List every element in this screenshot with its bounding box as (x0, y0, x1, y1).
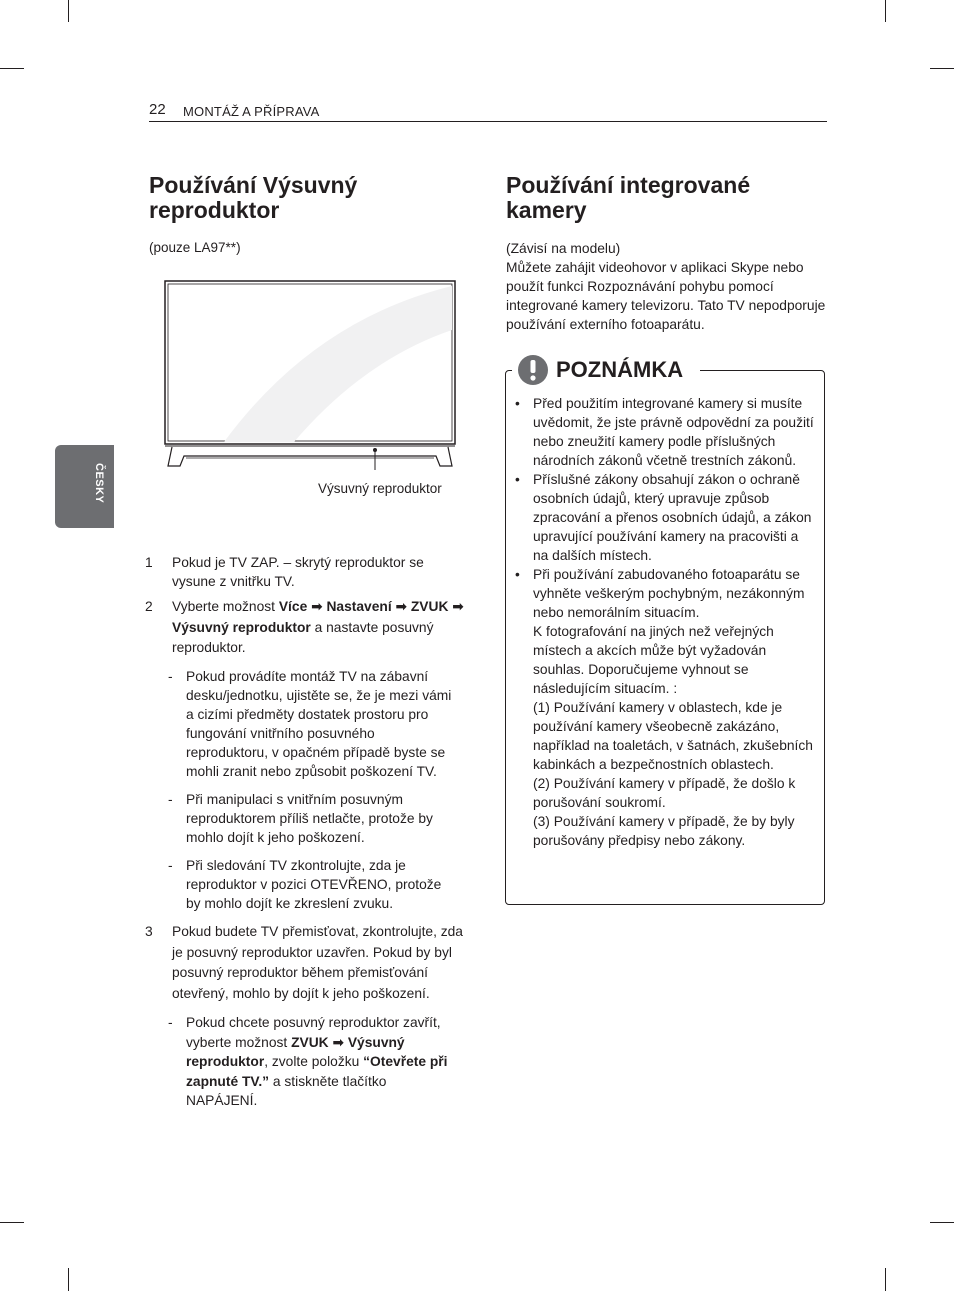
bullet: • (515, 472, 520, 487)
menu-path: Více ➡ Nastavení ➡ ZVUK ➡ Výsuvný reproduktor (172, 599, 464, 635)
step-text-part: a nastavte posuvný reproduktor. (172, 619, 434, 655)
tv-illustration (164, 280, 456, 470)
list-item (512, 470, 817, 565)
option-name: “Otevřete při zapnuté TV.” (186, 1054, 448, 1089)
step-number: 1 (145, 555, 153, 570)
language-tab-label: ČESKY (93, 463, 105, 504)
note-text: Pokud provádíte montáž TV na zábavní desku/jednotku, ujistěte se, že je mezi vámi a cizími předměty dostatek prostoru pro fungování vnitřního posuvného reproduktoru, v opačném případě byste se mohli zranit nebo způsobit poškození TV. (186, 669, 452, 779)
note-text-part: Pokud chcete posuvný reproduktor zavřít, vyberte možnost (186, 1015, 441, 1050)
bullet: • (515, 567, 520, 582)
crop-mark (68, 0, 69, 22)
dash: - (168, 669, 173, 684)
note-text-part: , zvolte položku (264, 1054, 364, 1069)
step-3-note (168, 1013, 458, 1111)
right-heading: Používání integrované kamery (506, 172, 751, 223)
model-note: (pouze LA97**) (149, 240, 241, 255)
step-text: Pokud je TV ZAP. – skrytý reproduktor se vysune z vnitřku TV. (172, 555, 424, 589)
image-caption: Výsuvný reproduktor (318, 481, 442, 496)
step-3 (145, 922, 467, 1004)
note-list (512, 394, 817, 850)
list-item-text: Příslušné zákony obsahují zákon o ochraně osobních údajů, který upravuje způsob zpracování a přenos osobních údajů, a zákon upravující používání kamery na pracovišti a na dalších místech. (533, 472, 812, 563)
list-item-text: (1) Používání kamery v oblastech, kde je používání kamery všeobecně zakázáno, například na toaletách, v šatnách, zkušebních kabinkách a bezpečnostních oblastech. (533, 700, 813, 772)
list-item-text: Při používání zabudovaného fotoaparátu se vyhněte veškerým pochybným, nezákonným nebo nemorálním situacím. (533, 567, 805, 620)
note-text-part: a stiskněte tlačítko NAPÁJENÍ. (186, 1073, 387, 1108)
left-heading: Používání Výsuvný reproduktor (149, 172, 358, 223)
camera-intro (506, 239, 826, 334)
crop-mark (885, 0, 886, 22)
warning-icon (517, 354, 549, 386)
step-1 (145, 553, 467, 591)
list-item-text: K fotografování na jiných než veřejných místech a akcích může být vyžadován souhlas. Doporučujeme vyhnout se následujícím situacím. : (533, 624, 774, 696)
list-item-text: (2) Používání kamery v případě, že došlo k porušování soukromí. (533, 776, 796, 810)
step-number: 3 (145, 924, 153, 939)
language-tab (55, 445, 114, 528)
crop-mark (930, 1222, 954, 1223)
crop-mark (68, 1268, 69, 1291)
step-number: 2 (145, 599, 153, 614)
dash: - (168, 792, 173, 807)
step-text-part: Vyberte možnost (172, 599, 279, 614)
step-2-note (168, 856, 458, 913)
note-title: POZNÁMKA (556, 357, 684, 382)
menu-path: ZVUK ➡ Výsuvný reproduktor (186, 1034, 405, 1069)
bullet: • (515, 396, 520, 411)
list-item-text: Před použitím integrované kamery si musíte uvědomit, že jste právně odpovědní za použití nebo zneužití kamery podle příslušných národních zákonů včetně trestních zákonů. (533, 396, 814, 468)
header-rule (149, 121, 827, 122)
note-text (186, 1013, 458, 1111)
intro-text: Můžete zahájit videohovor v aplikaci Skype nebo použít funkci Rozpoznávání pohybu pomocí integrované kamery televizoru. Tato TV nepodporuje používání externího fotoaparátu. (506, 260, 826, 332)
crop-mark (930, 68, 954, 69)
section-title: MONTÁŽ A PŘÍPRAVA (183, 104, 320, 119)
crop-mark (0, 1222, 24, 1223)
crop-mark (885, 1268, 886, 1291)
list-item (512, 394, 817, 470)
list-item-text: (3) Používání kamery v případě, že by byly porušovány předpisy nebo zákony. (533, 814, 795, 848)
list-item (512, 565, 817, 850)
page-number: 22 (149, 101, 166, 118)
step-text: Pokud budete TV přemisťovat, zkontrolujte, zda je posuvný reproduktor uzavřen. Pokud by byl posuvný reproduktor během přemisťování otevřený, mohlo by dojít k jeho poškození. (172, 924, 463, 1001)
note-text: Při sledování TV zkontrolujte, zda je reproduktor v pozici OTEVŘENO, protože by mohlo dojít ke zkreslení zvuku. (186, 858, 442, 911)
step-text (172, 597, 467, 659)
step-2-note (168, 790, 458, 847)
note-text: Při manipulaci s vnitřním posuvným reproduktorem příliš netlačte, protože by mohlo dojít k jeho poškození. (186, 792, 433, 845)
step-2 (145, 597, 467, 659)
step-2-note (168, 667, 458, 781)
dash: - (168, 1015, 173, 1030)
dash: - (168, 858, 173, 873)
model-note: (Závisí na modelu) (506, 241, 621, 256)
crop-mark (0, 68, 24, 69)
